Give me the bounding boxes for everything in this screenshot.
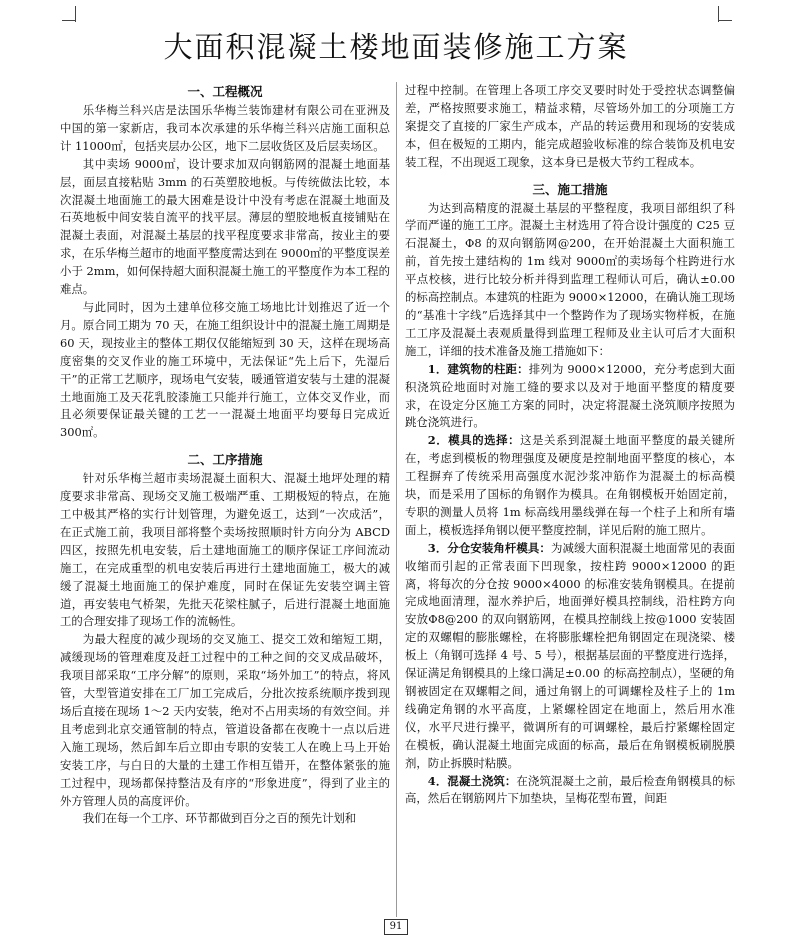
paragraph: 其中卖场 9000㎡，设计要求加双向钢筋网的混凝土地面基层，面层直接粘贴 3mm 的石英塑胶地板。与传统做法比较，本次混凝土地面施工的最大困难是设计中没有考虑在混凝土地面及石英地板中间安装自流平的找平层。薄层的塑胶地板直接铺贴在混凝土表面，对混凝土基层的找平程度要求非常高，按业主的要求，在乐华梅兰超市的地面平整度需达到在 9000㎡的平整度误差小于 2mm，如何保持超大面积混凝土施工的平整度作为本工程的难点。 xyxy=(60,156,390,297)
paragraph: 我们在每一个工序、环节都做到百分之百的预先计划和 xyxy=(82,811,357,826)
paragraph xyxy=(405,773,735,809)
paragraph xyxy=(405,432,735,539)
item-text: 这是关系到混凝土地面平整度的最关键所在，考虑到模板的物理强度及硬度是控制地面平整度的核心，本工程摒弃了传统采用高强度水泥沙浆冲筋作为混凝土的标高模块，而是采用了国标的角钢作为模具。在角钢模板开始固定前，专职的测量人员将 1m 标高线用墨线弹在每一个柱子上和所有墙面上，模板选择角钢以便平整度控制，详见后附的施工照片。 xyxy=(405,433,735,537)
section-heading-1: 一、工程概况 xyxy=(187,84,263,99)
page-number: 91 xyxy=(384,919,408,935)
page-title: 大面积混凝土楼地面装修施工方案 xyxy=(163,30,629,64)
paragraph: 为最大程度的减少现场的交叉施工、提交工效和缩短工期，减缓现场的管理难度及赶工过程中的工种之间的交叉成品破坏，我项目部采取“工序分解”的原则，采取“场外加工”的特点，将风管，大型管道安排在工厂加工完成后，分批次按系统顺序拨到现场后直接在现场 1～2 天内安装，绝对不占用卖场的有效空间。并且考虑到北京交通管制的特点，管道设备都在夜晚十一点以后进入施工现场，然后卸车后立即由专职的安装工人在晚上马上开始安装工序，与白日的大量的土建工作相互错开，在整体紧张的施工过程中，现场都保持整洁及有序的“形象进度”，得到了业主的外方管理人员的高度评价。 xyxy=(60,632,390,808)
section-heading-3: 三、施工措施 xyxy=(532,181,608,197)
paragraph: 为达到高精度的混凝土基层的平整程度，我项目部组织了科学而严谨的施工工序。混凝土主材选用了符合设计强度的 C25 豆石混凝土，Φ8 的双向钢筋网@200，在开始混凝土大面积施工前，首先按土建结构的 1m 线对 9000㎡的卖场每个柱跨进行水平点校核，进行比较分析并得到监理工程师认可后，确认±0.00 的标高控制点。本建筑的柱距为 9000×12000，在确认施工现场的“基准十字线”后选择其中一个整跨作为了现场实物样板，在施工工序及混凝土表观质量得到监理工程师及业主认可后才大面积施工，详细的技术准备及施工措施如下： xyxy=(405,200,735,358)
paragraph: 乐华梅兰科兴店是法国乐华梅兰装饰建材有限公司在亚洲及中国的第一家新店，我司本次承建的乐华梅兰科兴店施工面积总计 11000㎡，包括夹层办公区，地下二层收货区及后层卖场区。 xyxy=(60,103,390,153)
paragraph: 过程中控制。在管理上各项工序交叉要时时处于受控状态调整偏差，严格按照要求施工，精益求精，尽管场外加工的分项施工方案提交了直接的厂家生产成本，产品的转运费用和现场的安装成本，但在极短的工期内，能完成超验收标准的综合装饰及机电安装工程，不出现返工现象，这本身已是极大节约工程成本。 xyxy=(405,83,735,169)
item-heading: 1．建筑物的柱距： xyxy=(427,361,529,376)
right-column xyxy=(405,82,735,808)
column-divider xyxy=(396,82,397,917)
item-text: 在浇筑混凝土之前，最后检查角钢模具的标高，然后在钢筋网片下加垫块，呈梅花型布置，间距 xyxy=(405,773,735,806)
item-heading: 3．分仓安装角杆模具： xyxy=(427,540,551,555)
crop-mark-right-h xyxy=(718,20,732,21)
paragraph xyxy=(405,540,735,773)
paragraph: 针对乐华梅兰超市卖场混凝土面积大、混凝土地坪处理的精度要求非常高、现场交叉施工极端严重、工期极短的特点，在施工中极其严格的实行计划管理，为避免返工，达到“一次成活”，在正式施工前，我项目部将整个卖场按照顺时针方向分为 ABCD 四区，按照先机电安装，后土建地面施工的顺序保证工序间流动施工，在完成重型的机电安装后再进行土建地面施工，极大的减缓了混凝土地面施工的保护难度，同时在保证先安装空调主管道，再安装电气桥架，先批天花梁柱腻子，后进行混凝土地面施工的合理安排了现场工作的流畅性。 xyxy=(60,471,390,629)
crop-mark-left-h xyxy=(62,20,76,21)
item-text: 排列为 9000×12000，充分考虑到大面积浇筑砼地面时对施工缝的要求以及对于地面平整度的精度要求，在设定分区施工方案的同时，决定将混凝土浇筑顺序按照为跳仓浇筑进行。 xyxy=(405,361,735,430)
section-heading-2: 二、工序措施 xyxy=(187,452,263,468)
paragraph xyxy=(405,361,735,433)
item-heading: 4．混凝土浇筑： xyxy=(427,773,517,788)
left-column xyxy=(60,82,390,828)
item-text: 为减缓大面积混凝土地面常见的表面收缩而引起的正常表面下凹现象，按柱跨 9000×12000 的距离，将每次的分仓按 9000×4000 的标准安装角钢模具。在提前完成地面清理，湿水养护后，地面弹好模具控制线，沿柱跨方向安放Φ8@200 的双向钢筋网，在模具控制线上按@1000 安装固定的双螺帽的膨胀螺栓，在将膨胀螺栓把角钢固定在现浇梁、楼板上（角钢可选择 4 号、5 号），根据基层面的平整度进行选择，保证满足角钢模具的上缘口满足±0.00 的标高控制点），坚硬的角钢被固定在双螺帽之间，通过角钢上的可调螺栓及柱子上的 1m 线确定角钢的水平高度，上紧螺栓固定在地面上，然后用水准仪，水平尺进行操平，微调所有的可调螺栓，最后拧紧螺栓固定在模板，确认混凝土地面完成面的标高，最后在角钢模板刷脱膜剂，防止拆膜时粘膜。 xyxy=(405,540,735,770)
paragraph: 与此同时，因为土建单位移交施工场地比计划推迟了近一个月。原合同工期为 70 天，在施工组织设计中的混凝土施工周期是 60 天，现按业主的整体工期仅仅能缩短到 30 天，这样在现场高度密集的交叉作业的施工环境中，无法保证“先上后下，先湿后干”的正常工艺顺序，现场电气安装，暖通管道安装与土建的混凝土地面施工及天花乳胶漆施工只能并行施工，立体交叉作业，而且必须要保证最关键的工艺一一混凝土地面平均要每日完成近 300㎡。 xyxy=(60,299,390,440)
item-heading: 2．模具的选择： xyxy=(427,433,521,448)
